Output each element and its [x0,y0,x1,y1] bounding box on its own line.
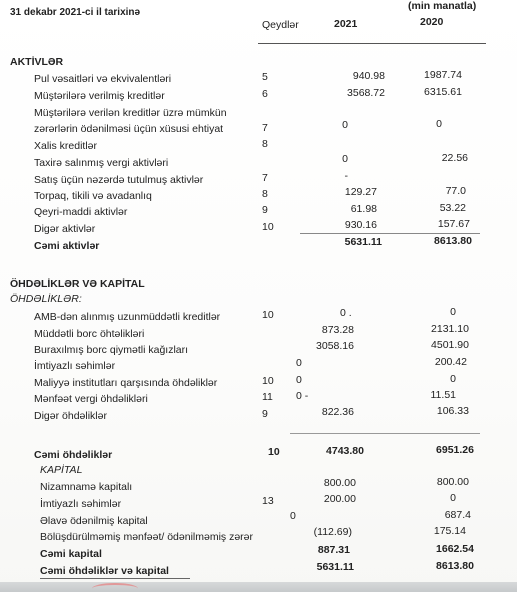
row-note: 7 [262,122,268,134]
row-label: Qeyri-maddi aktivlər [34,206,128,218]
row-label: Müştərilərə verilən kreditlər üzrə mümkün [34,107,227,119]
row-value-2021: 0 - [296,390,309,402]
row-note: 10 [262,375,274,387]
year-2021-column-header: 2021 [334,18,358,30]
row-value-2021: 5631.11 [344,236,382,248]
row-note: 10 [268,446,280,458]
row-value-2020: 157.67 [437,218,470,230]
row-label: Digər aktivlər [34,223,96,235]
row-note: 6 [262,88,268,100]
row-value-2020: 8613.80 [434,235,472,247]
liabilities-subheading: ÖHDƏLİKLƏR: [10,293,82,305]
row-value-2020: 800.00 [436,476,469,488]
row-label: AMB-dən alınmış uzunmüddətli kreditlər [34,311,221,323]
stamp-seal [92,583,138,594]
grand-total-rule [40,578,190,579]
row-value-2020: 8613.80 [436,560,474,572]
row-note: 7 [262,172,268,184]
assets-heading: AKTİVLƏR [10,56,64,68]
row-label: Digər öhdəliklər [34,410,107,422]
row-value-2020: 106.33 [436,405,469,417]
row-label: Cəmi aktivlər [34,240,100,252]
row-label: Mənfəət vergi öhdəlikləri [34,393,148,405]
row-label: Cəmi kapital [40,548,102,560]
row-label: Torpaq, tikili və avadanlıq [34,190,152,202]
row-note: 10 [262,309,274,321]
row-label: Buraxılmış borc qiymətli kağızları [34,344,189,356]
row-value-2020: 0 [436,118,442,130]
row-note: 10 [262,221,274,233]
row-value-2021: 4743.80 [326,445,364,457]
row-label: Maliyyə institutları qarşısında öhdəliklər [34,377,218,389]
row-value-2021: 61.98 [350,203,377,215]
row-value-2021: 0 [296,374,302,386]
row-note: 8 [262,138,268,150]
row-label: Müştərilərə verilmiş kreditlər [34,90,165,102]
row-label: Cəmi öhdəliklər və kapital [40,565,169,577]
statement-date-title: 31 dekabr 2021-ci il tarixinə [10,7,141,18]
row-value-2021: 800.00 [323,477,356,489]
row-value-2020: 1662.54 [436,543,474,555]
liabilities-capital-heading: ÖHDƏLİKLƏR VƏ KAPİTAL [10,278,145,290]
row-value-2021: 3568.72 [347,87,385,99]
row-label: Cəmi öhdəliklər [34,449,113,461]
subtotal-rule [290,433,480,434]
header-rule [258,43,486,44]
notes-column-header: Qeydlər [262,19,299,31]
row-label: zərərlərin ödənilməsi üçün xüsusi ehtiyat [34,123,224,135]
row-value-2021: 129.27 [344,186,377,198]
row-value-2021: 0 [342,153,348,165]
row-label: Nizamnamə kapitalı [40,481,133,493]
row-value-2020: 4501.90 [431,339,469,351]
row-label: Pul vəsaitləri və ekvivalentləri [34,73,172,85]
row-value-2020: 687.4 [444,509,471,521]
row-value-2020: 22.56 [441,152,468,164]
row-note: 9 [262,408,268,420]
subtotal-rule [300,233,480,234]
row-note: 13 [262,495,274,507]
row-value-2021: (112.69) [313,526,352,538]
row-value-2020: 53.22 [439,202,466,214]
row-note: 9 [262,204,268,216]
row-label: İmtiyazlı səhimlər [40,498,122,510]
row-value-2021: 0 . [340,307,352,319]
row-value-2021: 887.31 [317,544,350,556]
row-label: Müddətli borc öhtəlikləri [34,328,145,340]
row-value-2021: 0 [296,357,302,369]
scan-bottom-strip [0,582,517,592]
row-value-2020: 6315.61 [424,86,462,98]
row-value-2020: 11.51 [430,389,456,401]
row-value-2020: 0 [450,306,456,318]
row-value-2021: 930.16 [344,219,377,231]
row-value-2021: 200.00 [323,493,356,505]
row-value-2021: 0 [290,510,296,522]
row-value-2020: 0 [450,492,456,504]
row-value-2021: 940.98 [352,70,385,82]
row-value-2021: 822.36 [321,406,354,418]
row-label: Satış üçün nəzərdə tutulmuş aktivlər [34,174,204,186]
row-value-2020: 77.0 [445,185,466,197]
row-value-2020: 0 [450,373,456,385]
row-label: Taxirə salınmış vergi aktivləri [34,157,169,169]
row-note: 5 [262,71,268,83]
row-value-2021: 873.28 [321,324,354,336]
row-label: Xalis kreditlər [34,140,98,152]
row-value-2021: 3058.16 [316,340,354,352]
row-label: İmtiyazlı səhimlər [34,360,116,372]
row-note: 11 [262,391,273,403]
row-label: Bölüşdürülməmiş mənfəət/ ödənilməmiş zərər [40,531,253,543]
row-value-2020: 175.14 [433,525,466,537]
unit-label: (min manatla) [408,0,477,12]
year-2020-column-header: 2020 [420,16,444,28]
row-value-2020: 1987.74 [424,69,462,81]
row-value-2021: 5631.11 [316,561,354,573]
row-value-2020: 200.42 [434,356,467,368]
row-value-2020: 2131.10 [431,323,469,335]
row-value-2020: 6951.26 [436,444,474,456]
capital-subheading: KAPİTAL [40,464,83,476]
row-value-2021: - [344,170,348,182]
row-value-2021: 0 [342,119,348,131]
row-note: 8 [262,188,268,200]
row-label: Əlavə ödənilmiş kapital [40,515,148,527]
